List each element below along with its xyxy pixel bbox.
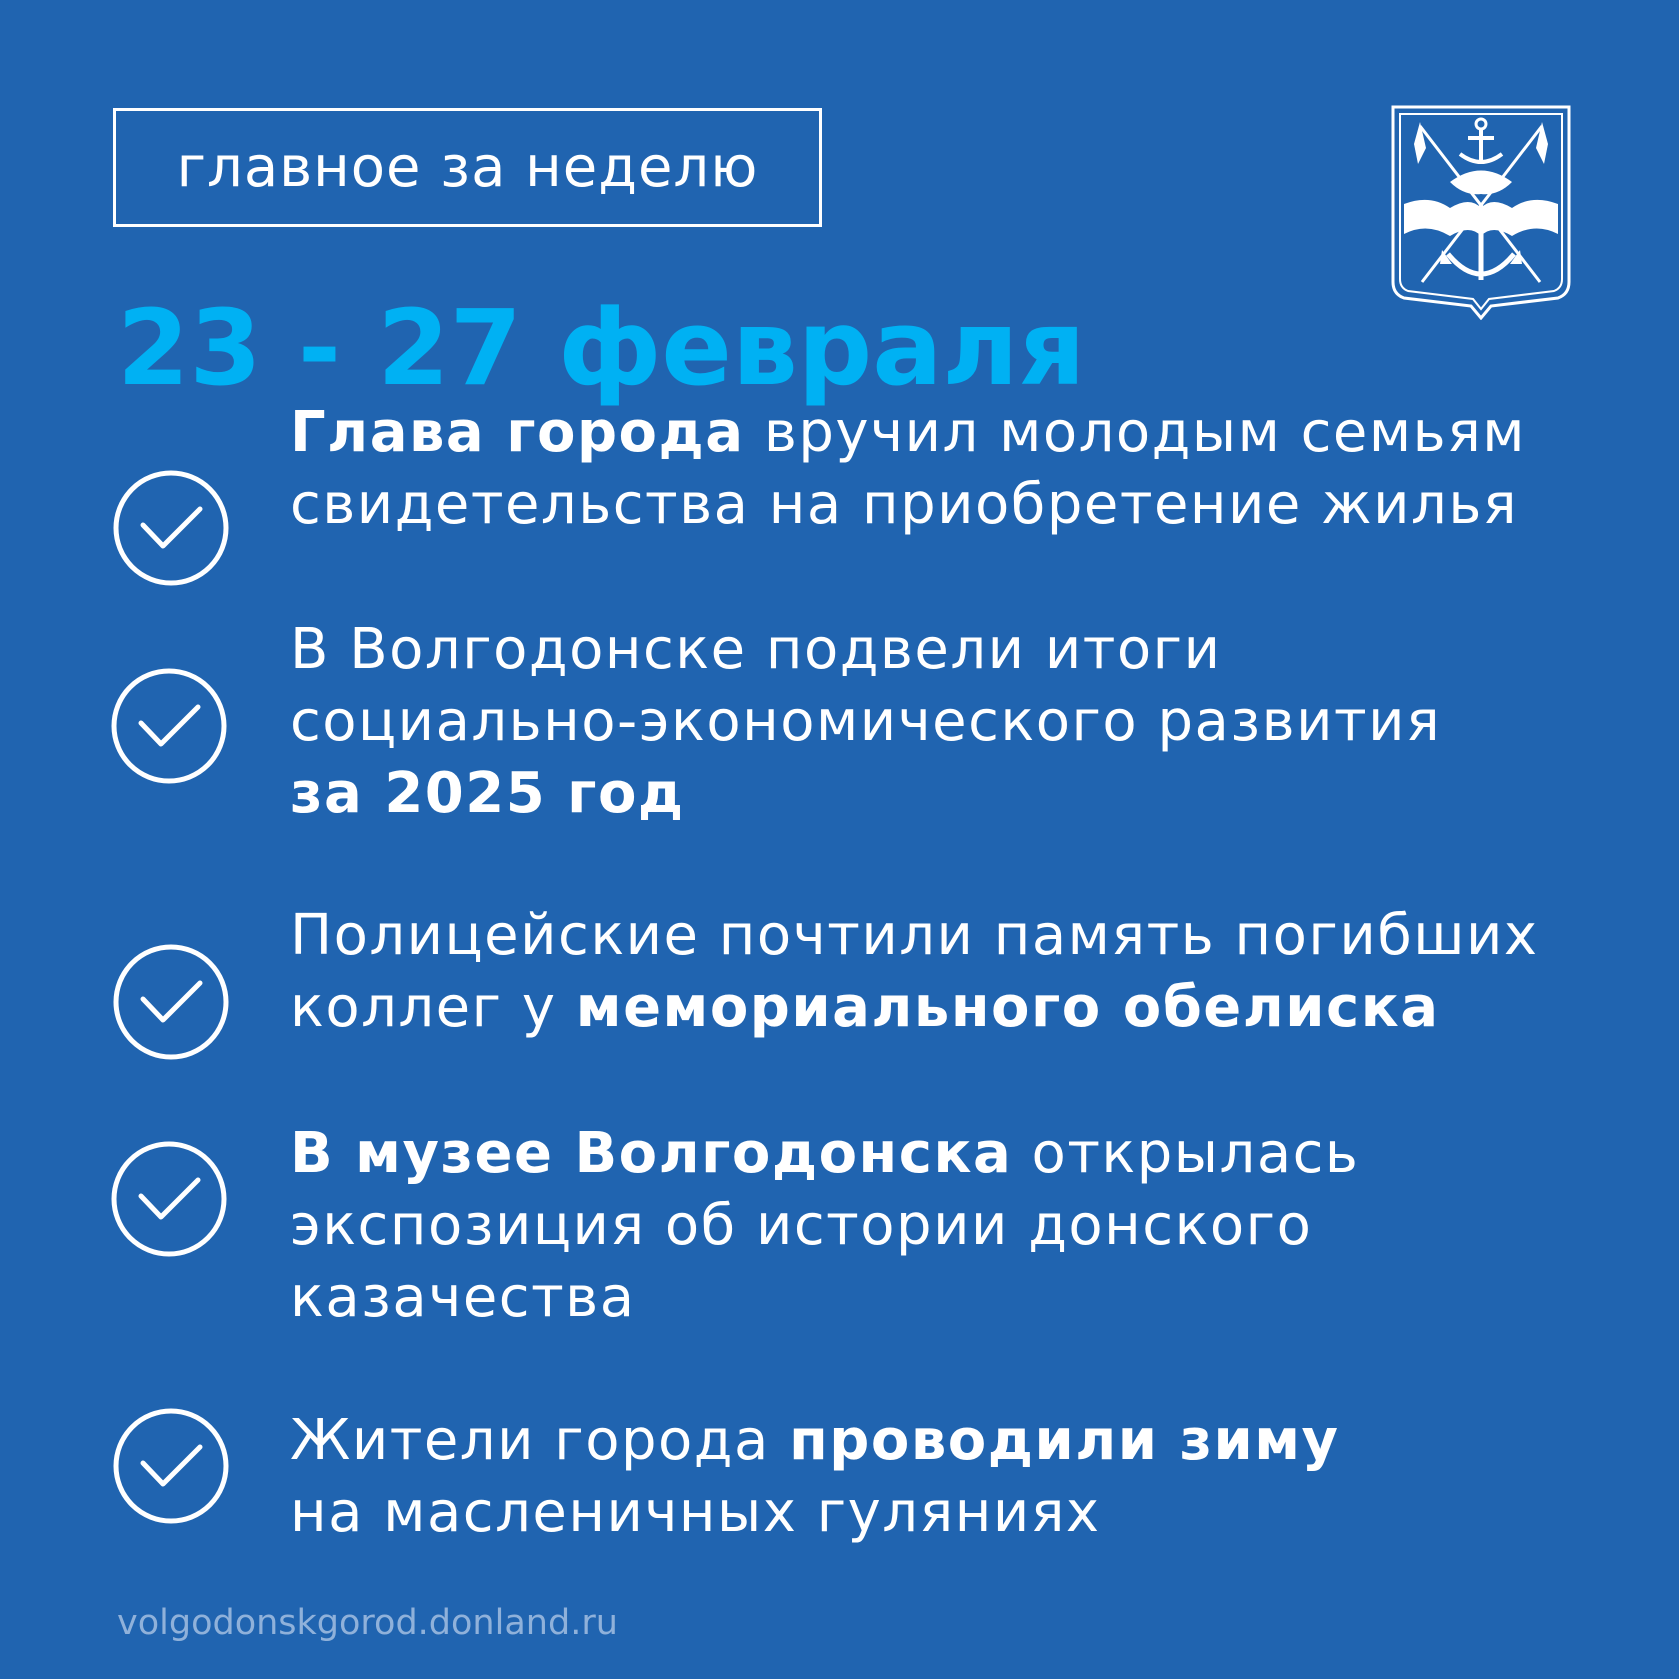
news-item-4	[290, 1118, 1359, 1334]
news-item-1	[290, 397, 1526, 541]
news-item-3-line1: Полицейские почтили память погибших	[290, 903, 1539, 968]
check-circle-icon	[112, 469, 230, 587]
news-item-4-line2: экспозиция об истории донского	[290, 1193, 1313, 1258]
news-item-5-line2: на масленичных гуляниях	[290, 1480, 1101, 1545]
news-item-3	[290, 900, 1539, 1044]
coat-of-arms-icon	[1390, 104, 1572, 320]
news-item-2	[290, 614, 1441, 830]
footer-url[interactable]: volgodonskgorod.donland.ru	[117, 1603, 618, 1643]
check-circle-icon	[112, 943, 230, 1061]
news-item-1-text: вручил молодым семьям	[744, 400, 1527, 465]
news-item-5-text: Жители города	[290, 1408, 790, 1473]
news-item-4-line3: казачества	[290, 1265, 636, 1330]
check-circle-icon	[112, 1407, 230, 1525]
check-circle-icon	[110, 1140, 228, 1258]
news-item-1-line2: свидетельства на приобретение жилья	[290, 472, 1519, 537]
header-label: главное за неделю	[113, 108, 822, 227]
check-circle-icon	[110, 667, 228, 785]
news-item-3-bold: мемориального обелиска	[575, 975, 1440, 1040]
news-item-5	[290, 1405, 1340, 1549]
news-item-4-text: открылась	[1012, 1121, 1360, 1186]
news-item-2-line2: социально-экономического развития	[290, 689, 1442, 754]
news-item-2-line1: В Волгодонске подвели итоги	[290, 617, 1222, 682]
date-range: 23 - 27 февраля	[117, 287, 1086, 409]
news-item-4-bold: В музее Волгодонска	[290, 1121, 1013, 1186]
news-item-1-bold: Глава города	[290, 400, 745, 465]
news-item-2-bold: за 2025 год	[290, 761, 685, 826]
news-item-3-text: коллег у	[290, 975, 576, 1040]
news-item-5-bold: проводили зиму	[789, 1408, 1340, 1473]
